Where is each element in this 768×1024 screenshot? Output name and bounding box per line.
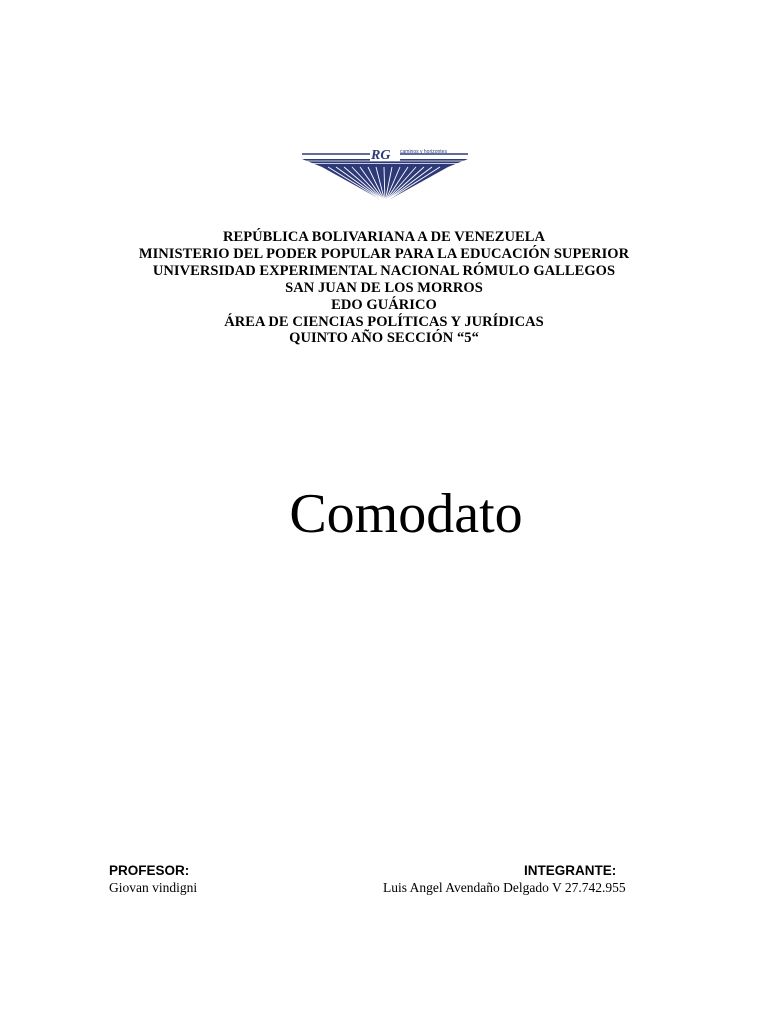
logo-wordmark: caminos y horizontes <box>400 149 447 155</box>
svg-text:RG: RG <box>371 148 391 163</box>
header-line-area: ÁREA DE CIENCIAS POLÍTICAS Y JURÍDICAS <box>224 313 544 330</box>
institution-header <box>0 229 768 347</box>
header-line-republic: REPÚBLICA BOLIVARIANA A DE VENEZUELA <box>223 229 545 245</box>
professor-label: PROFESOR: <box>109 863 190 878</box>
university-logo <box>298 146 472 204</box>
member-name: Luis Angel Avendaño Delgado V 27.742.955 <box>383 880 626 895</box>
header-line-university: UNIVERSIDAD EXPERIMENTAL NACIONAL RÓMULO GALLEGOS <box>152 262 616 279</box>
header-line-ministry: MINISTERIO DEL PODER POPULAR PARA LA EDUCACIÓN SUPERIOR <box>138 245 630 262</box>
document-title: Comodato <box>289 483 523 545</box>
logo-emblem <box>302 147 468 202</box>
professor-name: Giovan vindigni <box>109 880 198 895</box>
header-line-section: QUINTO AÑO SECCIÓN “5“ <box>289 330 479 347</box>
member-label: INTEGRANTE: <box>524 863 617 878</box>
header-line-city: SAN JUAN DE LOS MORROS <box>285 279 483 296</box>
header-line-state: EDO GUÁRICO <box>331 296 437 313</box>
